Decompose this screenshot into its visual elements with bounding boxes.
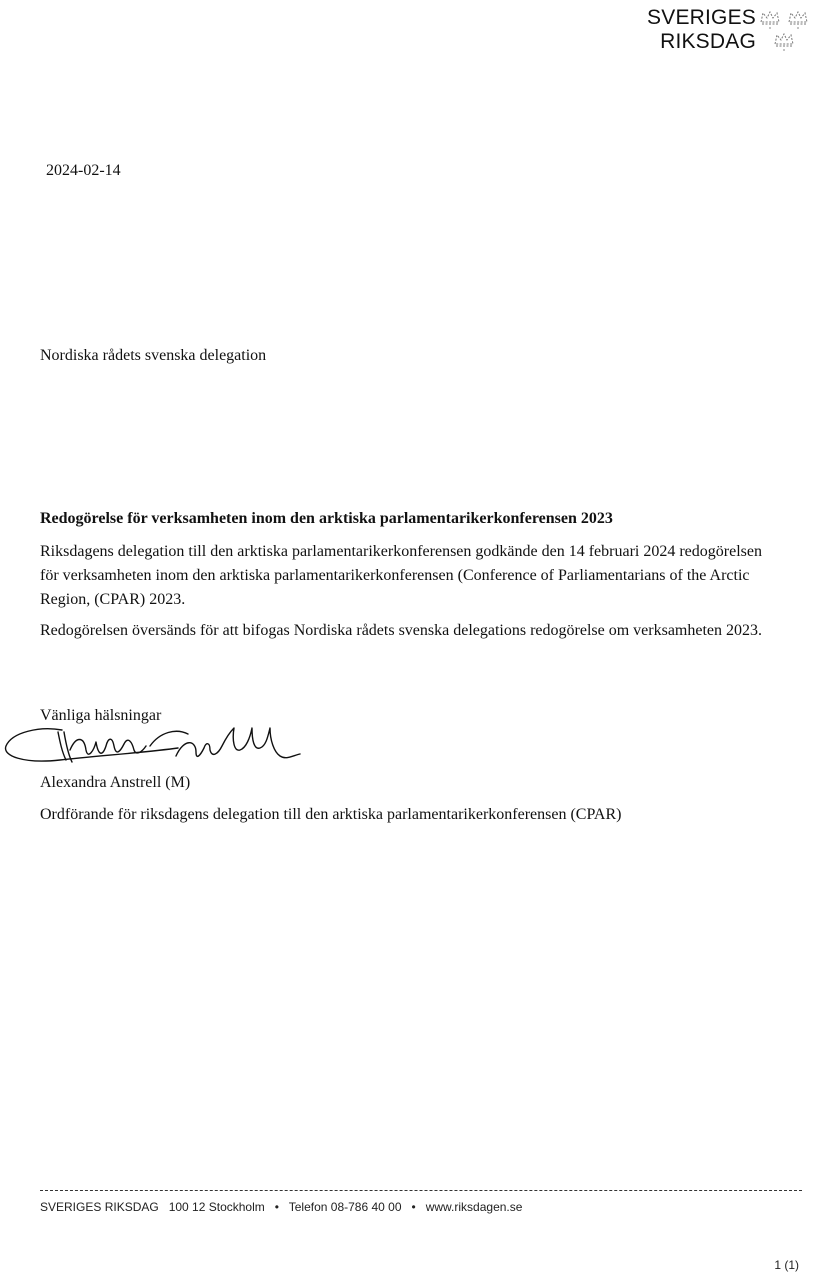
footer-address: SVERIGES RIKSDAG 100 12 Stockholm • Telefon 08-786 40 00 • www.riksdagen.se (40, 1200, 523, 1214)
riksdag-logo (626, 6, 812, 56)
paragraph-text: Riksdagens delegation till den arktiska parlamentarikerkonferensen godkände den 14 februari 2024 redogörelsen för verksamheten inom den arktiska parlamentarikerkonferensen (Conference of Parliamentarians of the Arctic Region, (CPAR) 2023. (40, 543, 762, 608)
body-paragraph (40, 540, 780, 612)
handwritten-signature (0, 706, 310, 776)
footer-divider (40, 1190, 802, 1191)
logo-line-2: RIKSDAG (660, 30, 756, 53)
page-number: 1 (1) (774, 1258, 799, 1272)
body-paragraph (40, 619, 780, 643)
crowns-emblem-icon (758, 8, 812, 54)
paragraph-text: Redogörelsen översänds för att bifogas Nordiska rådets svenska delegations redogörelse om verksamheten 2023. (40, 622, 763, 639)
document-heading: Redogörelse för verksamheten inom den arktiska parlamentarikerkonferensen 2023 (40, 510, 613, 527)
greeting: Vänliga hälsningar (40, 707, 162, 724)
signer-role: Ordförande för riksdagens delegation till den arktiska parlamentarikerkonferensen (CPAR) (40, 806, 622, 823)
recipient: Nordiska rådets svenska delegation (40, 347, 267, 364)
signer-name: Alexandra Anstrell (M) (40, 774, 191, 791)
logo-line-1: SVERIGES (647, 6, 756, 29)
document-date: 2024-02-14 (46, 162, 121, 179)
